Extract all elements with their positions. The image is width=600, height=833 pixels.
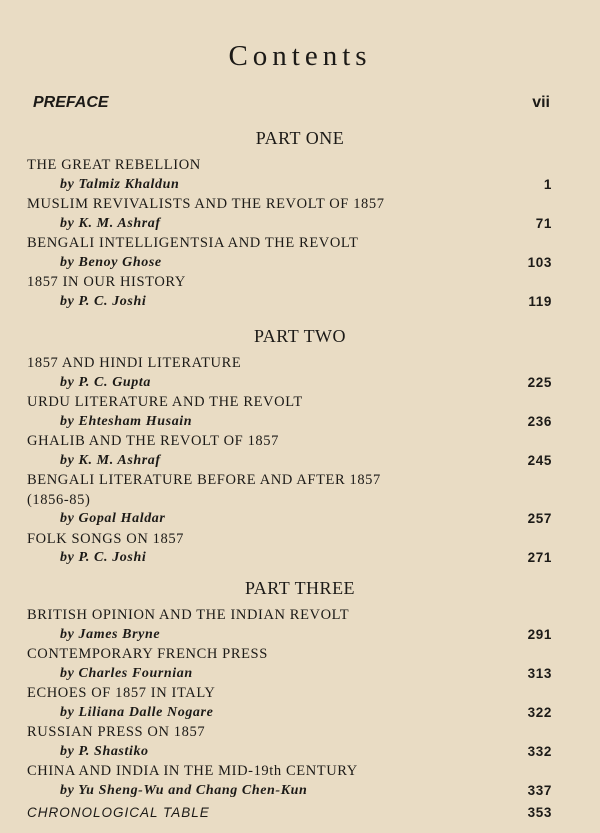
entry-title-text: (1856-85) — [27, 491, 91, 508]
part-heading: PART ONE — [255, 128, 345, 148]
page-number: 1 — [543, 176, 552, 192]
page-number: 236 — [527, 413, 552, 429]
entry-title-text: FOLK SONGS ON 1857 — [27, 530, 185, 547]
toc-entry-title[interactable] — [27, 646, 552, 666]
entry-author-text: by P. Shastiko — [60, 743, 149, 759]
toc-entry-title[interactable] — [27, 355, 552, 375]
page-number: 103 — [527, 254, 552, 270]
toc-entry-author — [27, 666, 552, 686]
page-number: 291 — [527, 626, 552, 642]
toc-entry-author — [27, 550, 552, 570]
toc-entry-title[interactable] — [27, 531, 552, 551]
toc-entry-author — [27, 177, 552, 197]
toc-entry-author — [27, 453, 552, 473]
entry-author-text: by James Bryne — [60, 626, 161, 642]
entry-author-text: by Yu Sheng-Wu and Chang Chen-Kun — [60, 782, 308, 798]
entry-author-text: by P. C. Joshi — [60, 293, 147, 309]
toc-entry-author — [27, 627, 552, 647]
entry-author-text: by P. C. Gupta — [60, 374, 151, 390]
entry-author-text: by Benoy Ghose — [60, 254, 162, 270]
toc-entry-title[interactable] — [27, 196, 552, 216]
page-number: 271 — [527, 550, 552, 565]
toc-entry-author — [27, 294, 552, 314]
page-number: 225 — [527, 374, 552, 390]
entry-title-text: BENGALI INTELLIGENTSIA AND THE REVOLT — [27, 235, 359, 251]
entry-author-text: by Charles Fournian — [60, 665, 193, 681]
toc-entry-author — [27, 414, 552, 434]
entry-title-text: RUSSIAN PRESS ON 1857 — [27, 724, 206, 740]
toc-entry-title[interactable] — [27, 394, 552, 414]
entry-title-text: BENGALI LITERATURE BEFORE AND AFTER 1857 — [27, 472, 381, 488]
entry-author-text: by P. C. Joshi — [60, 550, 147, 565]
entry-author-text: by Liliana Dalle Nogare — [60, 704, 214, 720]
toc-entry-author — [27, 705, 552, 725]
toc-entry-title[interactable] — [27, 607, 552, 627]
page-number: 119 — [528, 293, 552, 309]
entry-title-text: GHALIB AND THE REVOLT OF 1857 — [27, 433, 279, 449]
chronological-table-label: CHRONOLOGICAL TABLE — [27, 805, 210, 820]
toc-entry-title[interactable] — [27, 685, 552, 705]
part-heading: PART TWO — [253, 326, 347, 346]
page-number: 257 — [527, 511, 552, 526]
toc-entry-title[interactable] — [27, 274, 552, 294]
toc-entry-title[interactable] — [27, 472, 552, 492]
toc-entry-author — [27, 216, 552, 236]
toc-entry-author — [27, 511, 552, 531]
entry-title-text: MUSLIM REVIVALISTS AND THE REVOLT OF 1857 — [27, 196, 385, 212]
chronological-table-entry[interactable] — [27, 805, 552, 825]
page-number: 332 — [527, 743, 552, 759]
toc-entry-title[interactable] — [27, 763, 552, 783]
entry-title-text: 1857 IN OUR HISTORY — [27, 274, 186, 290]
entry-title-text: THE GREAT REBELLION — [27, 157, 201, 173]
toc-entry-author — [27, 744, 552, 764]
entry-author-text: by K. M. Ashraf — [60, 215, 161, 231]
preface-page-number: vii — [532, 94, 550, 111]
page-number: 337 — [527, 782, 552, 798]
entry-title-text: BRITISH OPINION AND THE INDIAN REVOLT — [27, 607, 350, 623]
entry-author-text: by Gopal Haldar — [60, 511, 166, 526]
entry-title-text: URDU LITERATURE AND THE REVOLT — [27, 394, 303, 410]
preface-entry[interactable]: PREFACE — [33, 94, 109, 111]
toc-entry-title[interactable] — [27, 724, 552, 744]
page-number: 322 — [527, 704, 552, 720]
entry-author-text: by K. M. Ashraf — [60, 452, 161, 468]
part-heading: PART THREE — [244, 578, 356, 598]
entry-title-text: ECHOES OF 1857 IN ITALY — [27, 685, 216, 701]
page-number: 313 — [527, 665, 552, 681]
page-number: 245 — [527, 452, 552, 468]
toc-entry-title[interactable] — [27, 157, 552, 177]
toc-entry-author — [27, 375, 552, 395]
entry-title-text: CHINA AND INDIA IN THE MID-19th CENTURY — [27, 763, 358, 779]
toc-entry-author — [27, 255, 552, 275]
toc-entry-author — [27, 783, 552, 803]
page-number: 71 — [535, 215, 552, 231]
entry-title-text: CONTEMPORARY FRENCH PRESS — [27, 646, 268, 662]
toc-entry-title[interactable] — [27, 235, 552, 255]
entry-author-text: by Talmiz Khaldun — [60, 176, 180, 192]
entry-author-text: by Ehtesham Husain — [60, 413, 193, 429]
entry-title-text: 1857 AND HINDI LITERATURE — [27, 355, 242, 371]
toc-entry-title[interactable] — [27, 433, 552, 453]
page-number: 353 — [527, 805, 552, 820]
toc-entry-title-continued[interactable] — [27, 492, 552, 512]
page-title: Contents — [228, 40, 372, 72]
